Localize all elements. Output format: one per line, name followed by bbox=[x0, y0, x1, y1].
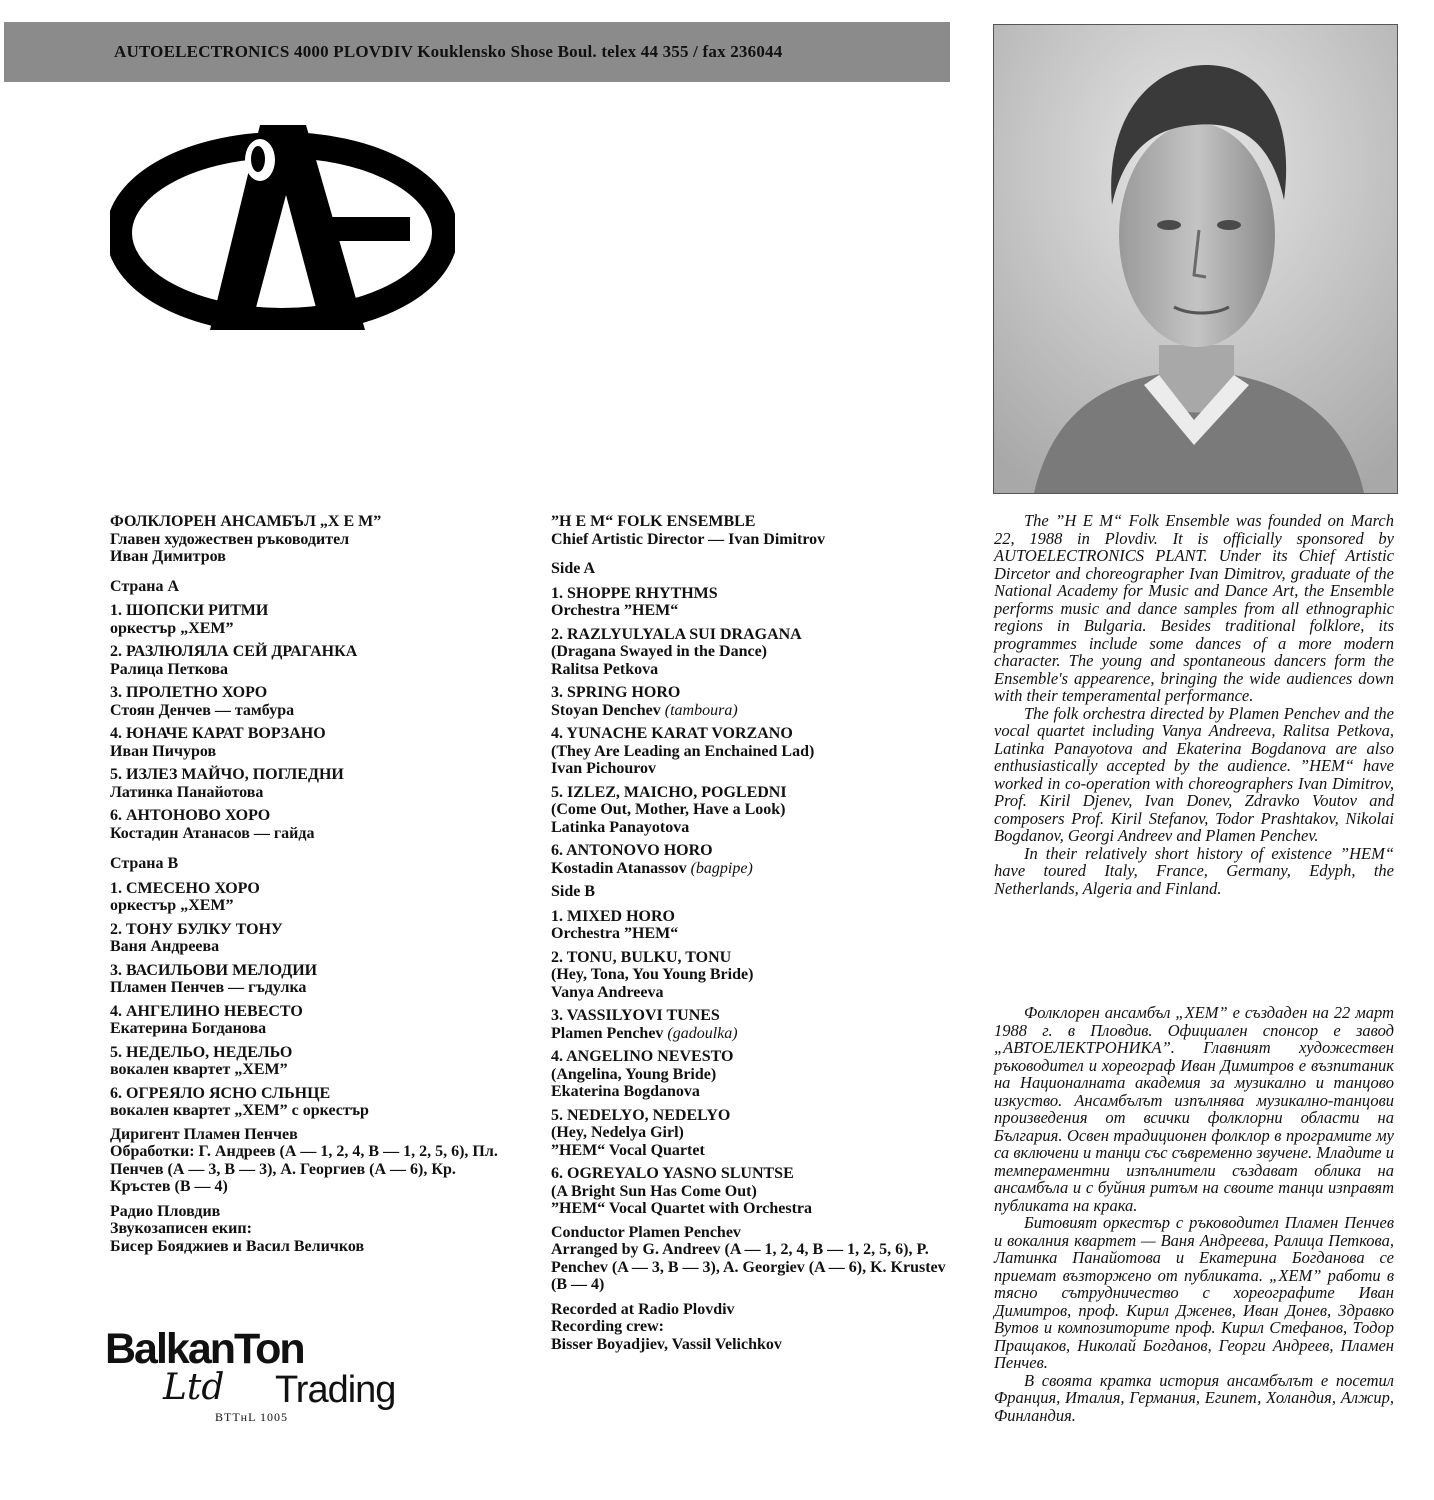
about-bg-paragraph: Битовият оркестър с ръководител Пламен Пенчев и вокалния квартет — Ваня Андреева, Ралица Петкова, Латинка Панайотова и Екатерина Богданова се приемат възторжено от публиката. „ХЕМ” работи в тясно сътрудничество с хореографите Иван Димитров, проф. Кирил Дженев, Иван Донев, Здравко Вутов и композиторите проф. Кирил Стефанов, Тодор Пращаков, Николай Богданов, Георги Андреев, Пламен Пенчев. bbox=[994, 1213, 1394, 1372]
bg-track: 3. ВАСИЛЬОВИ МЕЛОДИИ Пламен Пенчев — гъдулка bbox=[110, 961, 318, 996]
en-track-performer bbox=[551, 925, 951, 943]
en-performer-instrument: (gadoulka) bbox=[667, 1024, 738, 1042]
en-title: ”H E M“ FOLK ENSEMBLE bbox=[551, 513, 756, 530]
en-track-performer bbox=[551, 1025, 951, 1043]
en-side-b-label: Side B bbox=[551, 883, 596, 900]
en-track-translation: (Hey, Tona, You Young Bride) bbox=[551, 966, 754, 983]
en-track-title: 3. VASSILYOVI TUNES bbox=[551, 1007, 720, 1024]
en-performer-instrument: (tamboura) bbox=[664, 701, 738, 719]
en-track-translation: (A Bright Sun Has Come Out) bbox=[551, 1182, 757, 1200]
en-crew: Bisser Boyadjiev, Vassil Velichkov bbox=[551, 1335, 782, 1353]
en-track-title: 4. YUNACHE KARAT VORZANO bbox=[551, 725, 793, 742]
en-track bbox=[551, 784, 951, 837]
bg-track: 5. НЕДЕЛЬО, НЕДЕЛЬО вокален квартет „ХЕМ” bbox=[110, 1043, 293, 1078]
en-side-b-tracks bbox=[551, 908, 951, 1218]
en-performer-name: Latinka Panayotova bbox=[551, 818, 690, 836]
bg-arrangements: Обработки: Г. Андреев (А — 1, 2, 4, В — 1, 2, 5, 6), Пл. Пенчев (А — 3, В — 3), А. Георгиев (А — 6), Кр. Кръстев (В — 4) bbox=[110, 1143, 498, 1195]
en-track bbox=[551, 1007, 951, 1042]
en-recorded: Recorded at Radio Plovdiv bbox=[551, 1300, 735, 1318]
about-en-paragraph: The folk orchestra directed by Plamen Penchev and the vocal quartet including Vanya Andreeva, Ralitsa Petkova, Latinka Panayotova and Ekaterina Bogdanova are also enthusiastically accepted by the audience. ”HEM“ have worked in co-operation with choreographers Ivan Dimitrov, Prof. Kiril Djenev, Ivan Donev, Zdravko Voutov and composers Prof. Kiril Stefanov, Todor Prashtakov, Nikolai Bogdanov, Georgi Andreev and Plamen Penchev. bbox=[994, 703, 1394, 845]
header-banner bbox=[4, 22, 950, 82]
en-performer-name: Ekaterina Bogdanova bbox=[551, 1083, 700, 1100]
bg-track: 4. АНГЕЛИНО НЕВЕСТО Екатерина Богданова bbox=[110, 1002, 303, 1037]
en-track-performer bbox=[551, 860, 951, 878]
bg-track: 3. ПРОЛЕТНО ХОРО Стоян Денчев — тамбура bbox=[110, 684, 295, 719]
bg-track: 5. ИЗЛЕЗ МАЙЧО, ПОГЛЕДНИ Латинка Панайотова bbox=[110, 766, 344, 801]
en-track-performer bbox=[551, 760, 951, 778]
en-track-translation: (Angelina, Young Bride) bbox=[551, 1065, 717, 1083]
bg-conductor: Диригент Пламен Пенчев bbox=[110, 1125, 298, 1143]
en-track-title: 1. MIXED HORO bbox=[551, 907, 675, 925]
en-track bbox=[551, 725, 951, 778]
balkanton-ltd: Ltd bbox=[163, 1367, 225, 1408]
balkanton-trading-logo bbox=[105, 1325, 425, 1450]
en-track-performer bbox=[551, 819, 951, 837]
en-performer-name: ”HEM“ Vocal Quartet with Orchestra bbox=[551, 1200, 813, 1217]
bg-track: 4. ЮНАЧЕ КАРАТ ВОРЗАНО Иван Пичуров bbox=[110, 725, 326, 760]
portrait-image bbox=[994, 25, 1397, 493]
hem-logo bbox=[110, 125, 455, 330]
en-track bbox=[551, 626, 951, 679]
bg-side-a-label: Страна А bbox=[110, 577, 180, 595]
en-track-title: 6. OGREYALO YASNO SLUNTSE bbox=[551, 1165, 794, 1182]
en-performer-name: Ivan Pichourov bbox=[551, 760, 657, 777]
en-track-performer bbox=[551, 984, 951, 1002]
portrait-photo bbox=[993, 24, 1398, 494]
en-track-translation: (They Are Leading an Enchained Lad) bbox=[551, 742, 815, 760]
en-track-title: 1. SHOPPE RHYTHMS bbox=[551, 584, 718, 602]
en-track bbox=[551, 1165, 951, 1218]
en-track-title: 4. ANGELINO NEVESTO bbox=[551, 1048, 734, 1065]
bg-director-name: Иван Димитров bbox=[110, 548, 226, 565]
en-performer-name: Kostadin Atanassov bbox=[551, 859, 687, 877]
about-bg-paragraph: Фолклорен ансамбъл „ХЕМ” е създаден на 22 март 1988 г. в Пловдив. Официален спонсор е завод „АВТОЕЛЕКТРОНИКА”. Главният художествен ръководител и хореограф Иван Димитров е възпитаник на Националната академия за музикално и танцово изкуство. Ансамбълът изпълнява музикално-танцови произведения от всички фолклорни области на България. Освен традиционен фолклор в програмите му са включени и танци със съвременно звучене. Младите и темпераментни изпълнители създават облика на ансамбъла и с буйния ритъм на своите танци изправят публиката на крака. bbox=[994, 1003, 1394, 1215]
bg-title: ФОЛКЛОРЕН АНСАМБЪЛ „Х Е М” bbox=[110, 513, 382, 530]
en-track bbox=[551, 842, 951, 877]
bg-track: 6. ОГРЕЯЛО ЯСНО СЛЬНЦЕ вокален квартет „ХЕМ” с оркестър bbox=[110, 1084, 369, 1119]
bg-radio: Радио Пловдив bbox=[110, 1202, 221, 1220]
en-performer-name: Orchestra ”HEM“ bbox=[551, 925, 679, 942]
bg-side-b-label: Страна В bbox=[110, 855, 179, 872]
en-track-performer bbox=[551, 1200, 951, 1218]
en-performer-name: Ralitsa Petkova bbox=[551, 660, 659, 678]
balkanton-name: BalkanTon bbox=[105, 1325, 304, 1373]
en-track-translation: (Hey, Nedelya Girl) bbox=[551, 1124, 684, 1141]
bg-track: 6. АНТОНОВО ХОРО Костадин Атанасов — гайда bbox=[110, 807, 315, 842]
en-performer-name: Stoyan Denchev bbox=[551, 701, 661, 719]
en-track-translation: (Come Out, Mother, Have a Look) bbox=[551, 801, 786, 818]
en-track-title: 3. SPRING HORO bbox=[551, 684, 681, 701]
catalog-number: BTTнL 1005 bbox=[215, 1410, 288, 1424]
en-track bbox=[551, 1048, 951, 1101]
en-arrangements: Arranged by G. Andreev (A — 1, 2, 4, B — 1, 2, 5, 6), P. Penchev (A — 3, B — 3), A. Georgiev (A — 6), K. Krustev (B — 4) bbox=[551, 1241, 946, 1293]
en-track-performer bbox=[551, 602, 951, 620]
english-track-list bbox=[551, 513, 951, 1353]
en-performer-name: ”HEM“ Vocal Quartet bbox=[551, 1141, 705, 1159]
en-track-title: 5. NEDELYO, NEDELYO bbox=[551, 1106, 731, 1124]
en-track bbox=[551, 684, 951, 719]
en-track bbox=[551, 908, 951, 943]
en-track bbox=[551, 585, 951, 620]
bg-director-role: Главен художествен ръководител bbox=[110, 530, 350, 548]
bg-track: 2. ТОНУ БУЛКУ ТОНУ Ваня Андреева bbox=[110, 920, 283, 955]
en-track-translation: (Dragana Swayed in the Dance) bbox=[551, 643, 767, 660]
en-track bbox=[551, 1107, 951, 1160]
en-track-title: 2. TONU, BULKU, TONU bbox=[551, 948, 732, 966]
about-bg-paragraph: В своята кратка история ансамбълът е посетил Франция, Италия, Германия, Египет, Холандия, Алжир, Финландия. bbox=[994, 1370, 1394, 1425]
en-performer-name: Vanya Andreeva bbox=[551, 983, 664, 1001]
banner-address: AUTOELECTRONICS 4000 PLOVDIV Kouklensko Shose Boul. telex 44 355 / fax 236044 bbox=[114, 42, 783, 61]
en-performer-name: Plamen Penchev bbox=[551, 1024, 664, 1042]
en-track-performer bbox=[551, 1083, 951, 1101]
en-track-performer bbox=[551, 661, 951, 679]
en-side-a-label: Side A bbox=[551, 560, 596, 577]
bg-track: 1. СМЕСЕНО ХОРО оркестър „ХЕМ” bbox=[110, 879, 260, 914]
en-track-performer bbox=[551, 1142, 951, 1160]
bg-crew: Бисер Бояджиев и Васил Величков bbox=[110, 1237, 365, 1255]
en-performer-instrument: (bagpipe) bbox=[690, 859, 753, 877]
en-track bbox=[551, 949, 951, 1002]
en-track-title: 5. IZLEZ, MAICHO, POGLEDNI bbox=[551, 783, 787, 801]
en-director: Chief Artistic Director — Ivan Dimitrov bbox=[551, 530, 826, 548]
bg-track: 1. ШОПСКИ РИТМИ оркестър „ХЕМ” bbox=[110, 602, 269, 637]
en-conductor: Conductor Plamen Penchev bbox=[551, 1223, 741, 1241]
en-track-title: 6. ANTONOVO HORO bbox=[551, 842, 713, 859]
about-en-paragraph: In their relatively short history of existence ”HEM“ have toured Italy, France, Germany, Edyph, the Netherlands, Algeria and Finland. bbox=[994, 843, 1394, 898]
about-en-paragraph: The ”H E M“ Folk Ensemble was founded on March 22, 1988 in Plovdiv. It is officially sponsored by AUTOELECTRONICS PLANT. Under its Chief Artistic Dircetor and choreographer Ivan Dimitrov, graduate of the National Academy for Music and Dance Art, the Ensemble performs music and dance samples from all ethnographic regions in Bulgaria. Besides traditional folklore, its programmes include some dances of a more modern character. The young and spontaneous dancers form the Ensemble's appearence, bringing the wide audiences down with their temperamental performance. bbox=[994, 511, 1394, 705]
bulgarian-track-list bbox=[110, 513, 520, 1255]
en-performer-name: Orchestra ”HEM“ bbox=[551, 602, 679, 619]
about-english bbox=[994, 512, 1394, 897]
balkanton-trading: Trading bbox=[275, 1369, 396, 1411]
en-side-a-tracks bbox=[551, 585, 951, 878]
en-track-performer bbox=[551, 702, 951, 720]
about-bulgarian bbox=[994, 1004, 1394, 1424]
bg-crew-label: Звукозаписен екип: bbox=[110, 1220, 252, 1237]
en-track-title: 2. RAZLYULYALA SUI DRAGANA bbox=[551, 625, 802, 643]
en-crew-label: Recording crew: bbox=[551, 1318, 664, 1335]
bg-track: 2. РАЗЛЮЛЯЛА СЕЙ ДРАГАНКА Ралица Петкова bbox=[110, 643, 358, 678]
